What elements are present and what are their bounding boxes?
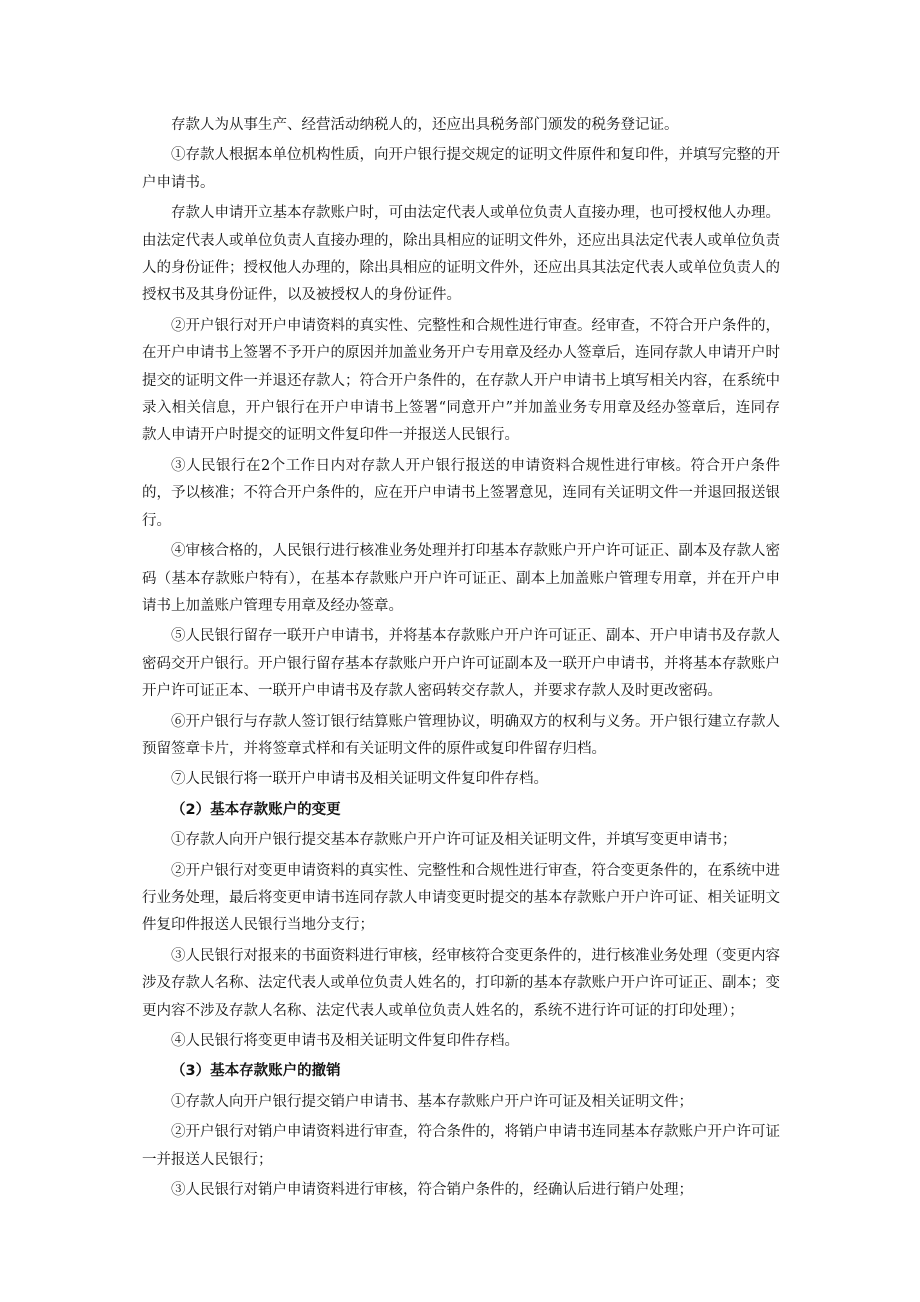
paragraph-change-step-3: ③人民银行对报来的书面资料进行审核，经审核符合变更条件的，进行核准业务处理（变更内容涉及存款人名称、法定代表人或单位负责人姓名的，打印新的基本存款账户开户许可证正、副本；变更内容不涉及存款人名称、法定代表人或单位负责人姓名的，系统不进行许可证的打印处理）； — [142, 947, 780, 1019]
paragraph-change-step-1: ①存款人向开户银行提交基本存款账户开户许可证及相关证明文件，并填写变更申请书； — [171, 832, 737, 849]
section-heading-change: （2）基本存款账户的变更 — [171, 801, 341, 818]
paragraph-change-step-4: ④人民银行将变更申请书及相关证明文件复印件存档。 — [171, 1033, 519, 1049]
paragraph-step-6-agreement: ⑥开户银行与存款人签订银行结算账户管理协议，明确双方的权利与义务。开户银行建立存款人预留签章卡片，并将签章式样和有关证明文件的原件或复印件留存归档。 — [142, 713, 780, 757]
paragraph-change-step-2: ②开户银行对变更申请资料的真实性、完整性和合规性进行审查，符合变更条件的，在系统中进行业务处理，最后将变更申请书连同存款人申请变更时提交的基本存款账户开户许可证、相关证明文件复印件报送人民银行当地分支行； — [142, 862, 780, 934]
paragraph-step-7-archive: ⑦人民银行将一联开户申请书及相关证明文件复印件存档。 — [171, 771, 548, 788]
section-heading-closure: （3）基本存款账户的撤销 — [171, 1063, 341, 1080]
paragraph-tax-registration: 存款人为从事生产、经营活动纳税人的，还应出具税务部门颁发的税务登记证。 — [171, 117, 679, 133]
paragraph-step-2-review: ②开户银行对开户申请资料的真实性、完整性和合规性进行审查。经审查，不符合开户条件的，在开户申请书上签署不予开户的原因并加盖业务开户专用章及经办人签章后，连同存款人申请开户时提交的证明文件一并退还存款人；符合开户条件的，在存款人开户申请书上填写相关内容，在系统中录入相关信息，开户银行在开户申请书上签署“同意开户”并加盖业务专用章及经办签章后，连同存款人申请开户时提交的证明文件复印件一并报送人民银行。 — [142, 317, 780, 444]
paragraph-closure-step-1: ①存款人向开户银行提交销户申请书、基本存款账户开户许可证及相关证明文件； — [171, 1093, 693, 1110]
paragraph-authorization: 存款人申请开立基本存款账户时，可由法定代表人或单位负责人直接办理，也可授权他人办理。由法定代表人或单位负责人直接办理的，除出具相应的证明文件外，还应出具法定代表人或单位负责人的身份证件；授权他人办理的，除出具相应的证明文件外，还应出具其法定代表人或单位负责人的授权书及其身份证件，以及被授权人的身份证件。 — [142, 205, 780, 304]
document-page — [142, 112, 780, 1207]
paragraph-step-5-deliver: ⑤人民银行留存一联开户申请书，并将基本存款账户开户许可证正、副本、开户申请书及存款人密码交开户银行。开户银行留存基本存款账户开户许可证副本及一联开户申请书，并将基本存款账户开户许可证正本、一联开户申请书及存款人密码转交存款人，并要求存款人及时更改密码。 — [142, 628, 780, 700]
paragraph-step-3-approval: ③人民银行在2个工作日内对存款人开户银行报送的申请资料合规性进行审核。符合开户条件的，予以核准；不符合开户条件的，应在开户申请书上签署意见，连同有关证明文件一并退回报送银行。 — [142, 457, 780, 529]
paragraph-closure-step-2: ②开户银行对销户申请资料进行审查，符合条件的，将销户申请书连同基本存款账户开户许可证一并报送人民银行； — [142, 1124, 780, 1168]
paragraph-step-4-print-license: ④审核合格的，人民银行进行核准业务处理并打印基本存款账户开户许可证正、副本及存款人密码（基本存款账户特有），在基本存款账户开户许可证正、副本上加盖账户管理专用章，并在开户申请书上加盖账户管理专用章及经办签章。 — [142, 543, 780, 614]
paragraph-closure-step-3: ③人民银行对销户申请资料进行审核，符合销户条件的，经确认后进行销户处理； — [171, 1182, 693, 1199]
paragraph-step-1-submit: ①存款人根据本单位机构性质，向开户银行提交规定的证明文件原件和复印件，并填写完整的开户申请书。 — [142, 147, 780, 191]
